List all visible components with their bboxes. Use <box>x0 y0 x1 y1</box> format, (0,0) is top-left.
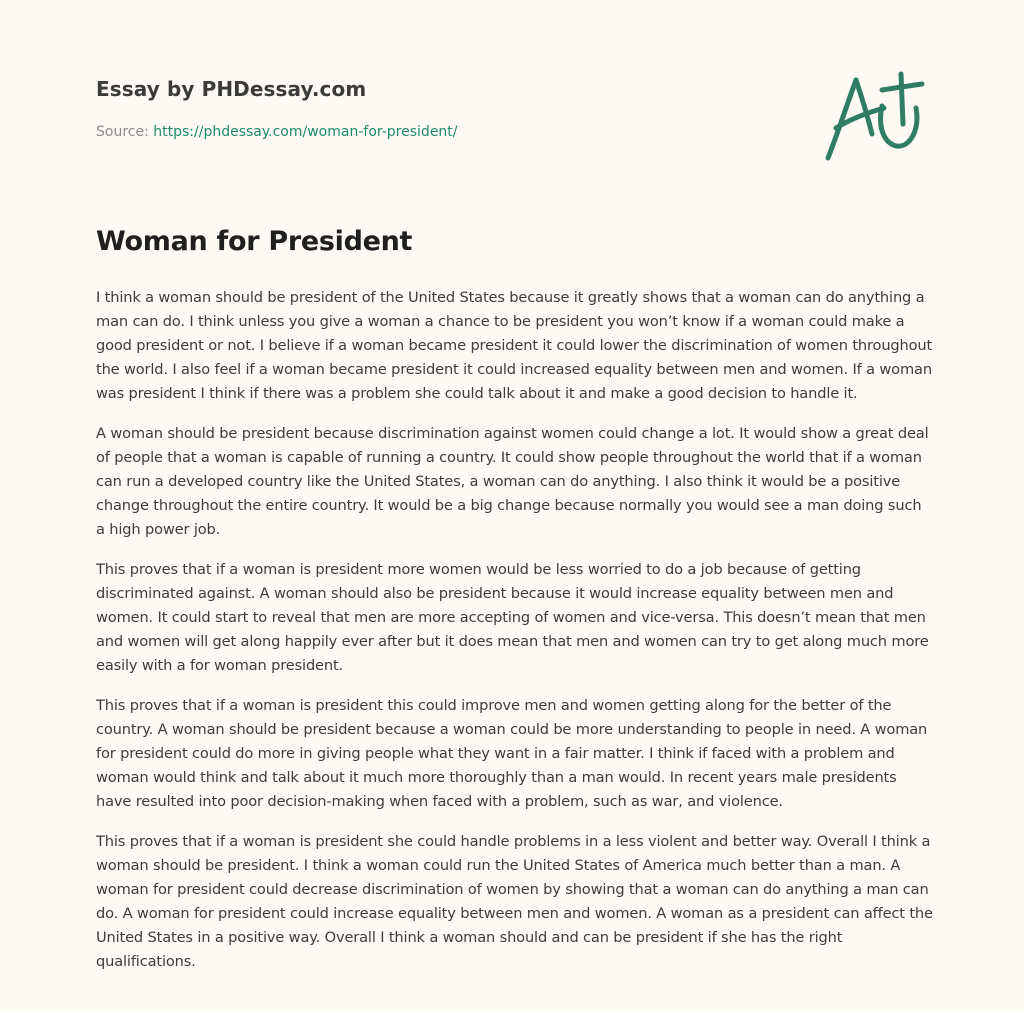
essay-paragraph: A woman should be president because discrimination against women could change a lot. It would show a great deal of people that a woman is capable of running a country. It could show people throughout the world that if a woman can run a developed country like the United States, a woman can do anything. I also think it would be a positive change throughout the entire country. It would be a big change because normally you would see a man doing such a high power job. <box>96 425 929 538</box>
a-plus-grade-icon <box>822 68 926 164</box>
essay-paragraph: This proves that if a woman is president she could handle problems in a less violent and better way. Overall I think a woman should be president. I think a woman could run the United States of America much better than a man. A woman for president could decrease discrimination of women by showing that a woman can do anything a man can do. A woman for president could increase equality between men and women. A woman as a president can affect the United States in a positive way. Overall I think a woman should and can be president if she has the right qualifications. <box>96 833 933 970</box>
source-line <box>96 124 458 140</box>
essay-title: Woman for President <box>96 226 413 257</box>
essay-paragraph: This proves that if a woman is president this could improve men and women getting along for the better of the country. A woman should be president because a woman could be more understanding to people in need. A woman for president could do more in giving people what they want in a fair matter. I think if faced with a problem and woman would think and talk about it much more thoroughly than a man would. In recent years male presidents have resulted into poor decision-making when faced with a problem, such as war, and violence. <box>96 697 928 810</box>
source-link[interactable]: https://phdessay.com/woman-for-president/ <box>153 124 458 140</box>
brand-title: Essay by PHDessay.com <box>96 77 367 101</box>
source-label: Source: <box>96 124 149 140</box>
essay-body <box>96 286 934 990</box>
essay-paragraph: This proves that if a woman is president more women would be less worried to do a job because of getting discriminated against. A woman should also be president because it would increase equality between men and women. It could start to reveal that men are more accepting of women and vice-versa. This doesn’t mean that men and women will get along happily ever after but it does mean that men and women can try to get along much more easily with a for woman president. <box>96 561 929 674</box>
essay-paragraph: I think a woman should be president of the United States because it greatly shows that a woman can do anything a man can do. I think unless you give a woman a chance to be president you won’t know if a woman could make a good president or not. I believe if a woman became president it could lower the discrimination of women throughout the world. I also feel if a woman became president it could increased equality between men and women. If a woman was president I think if there was a problem she could talk about it and make a good decision to handle it. <box>96 289 933 402</box>
